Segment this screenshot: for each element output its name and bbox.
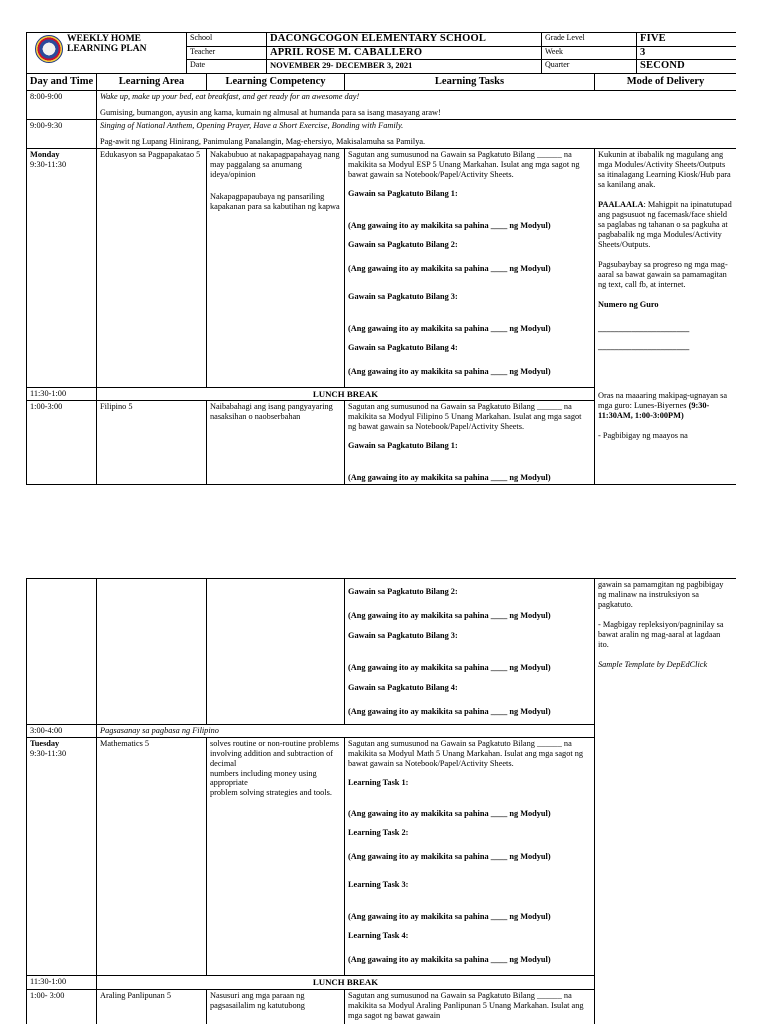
school-label: School [187,33,267,47]
school-value: DACONGCOGON ELEMENTARY SCHOOL [267,33,542,47]
col-learning-tasks: Learning Tasks [345,73,595,91]
template-credit: Sample Template by DepEdClick [598,659,708,669]
tuesday-area: Mathematics 5 [97,737,207,975]
ap-tasks: Sagutan ang sumusunod na Gawain sa Pagkatuto Bilang ______ na makikita sa Modyul Araling Panlipunan 5 Unang Markahan. Isulat ang mga sagot ng bawat gawain [345,989,595,1024]
routine-activity-2: Singing of National Anthem, Opening Prayer, Have a Short Exercise, Bonding with Family. Pag-awit ng Lupang Hinirang, Panimulang Panalangin, Mag-ehersiyo, Makisalamuha sa Pamilya. [97,120,737,149]
monday-area: Edukasyon sa Pagpapakatao 5 [97,149,207,387]
week-value: 3 [637,46,737,60]
grade-value: FIVE [637,33,737,47]
lunch-break-1: LUNCH BREAK [97,387,595,401]
filipino-tasks: Sagutan ang sumusunod na Gawain sa Pagkatuto Bilang ______ na makikita sa Modyul Filipino 5 Unang Markahan. Isulat ang mga sagot ng bawat gawain sa Notebook/Papel/Activity Sheets. Gawain sa Pagkatuto Bilang 1: (Ang gawaing ito ay makikita sa pahina ____ ng Modyul) [345,401,595,485]
ap-competency: Nasusuri ang mga paraan ng pagsasailalim ng katutubong [207,989,345,1024]
ap-area: Araling Panlipunan 5 [97,989,207,1024]
plan-table-continued [26,578,736,1024]
monday-tasks: Sagutan ang sumusunod na Gawain sa Pagkatuto Bilang ______ na makikita sa Modyul ESP 5 Unang Markahan. Isulat ang mga sagot ng bawat gawain sa Notebook/Papel/Activity Sheets. Gawain sa Pagkatuto Bilang 1: (Ang gawaing ito ay makikita sa pahina ____ ng Modyul) Gawain sa Pagkatuto Bilang 2: (Ang gawaing ito ay makikita sa pahina ____ ng Modyul) Gawain sa Pagkatuto Bilang 3: (Ang gawaing ito ay makikita sa pahina ____ ng Modyul) Gawain sa Pagkatuto Bilang 4: (Ang gawaing ito ay makikita sa pahina ____ ng Modyul) [345,149,595,387]
mode-of-delivery-cell: Kukunin at ibabalik ng magulang ang mga Modules/Activity Sheets/Outputs sa itinalagang Learning Kiosk/Hub para sa kanilang anak. PAALAALA: Mahigpit na ipinatutupad ang pagsusuot ng facemask/face shield sa paglabas ng tahanan o sa pagkuha at pagbabalik ng mga Modules/Activity Sheets/Outputs. Pagsubaybay sa progreso ng mga mag-aaral sa bawat gawain sa pamamagitan ng text, call fb, at internet. Numero ng Guro ______________________ ______________________ Oras na maaaring makipag-ugnayan sa mga guro: Lunes-Biyernes (9:30-11:30AM, 1:00-3:00PM) - Pagbibigay ng maayos na [595,149,737,485]
continued-time [27,579,97,725]
pagbasa-time: 3:00-4:00 [27,724,97,737]
week-label: Week [542,46,637,60]
lunch-time-2: 11:30-1:00 [27,976,97,990]
col-learning-competency: Learning Competency [207,73,345,91]
filipino-area: Filipino 5 [97,401,207,485]
tuesday-tasks: Sagutan ang sumusunod na Gawain sa Pagkatuto Bilang ______ na makikita sa Modyul Math 5 Unang Markahan. Isulat ang mga sagot ng bawat gawain sa Notebook/Papel/Activity Sheets. Learning Task 1: (Ang gawaing ito ay makikita sa pahina ____ ng Modyul) Learning Task 2: (Ang gawaing ito ay makikita sa pahina ____ ng Modyul) Learning Task 3: (Ang gawaing ito ay makikita sa pahina ____ ng Modyul) Learning Task 4: (Ang gawaing ito ay makikita sa pahina ____ ng Modyul) [345,737,595,975]
col-learning-area: Learning Area [97,73,207,91]
filipino-competency: Naibabahagi ang isang pangyayaring nasaksihan o naobserbahan [207,401,345,485]
deped-seal-icon [35,35,63,63]
quarter-label: Quarter [542,60,637,74]
col-day-time: Day and Time [27,73,97,91]
pagbasa-activity: Pagsasanay sa pagbasa ng Filipino [97,724,595,737]
document-page-1 [26,32,736,503]
date-value: NOVEMBER 29- DECEMBER 3, 2021 [267,60,542,74]
date-label: Date [187,60,267,74]
lunch-time-1: 11:30-1:00 [27,387,97,401]
tuesday-competency: solves routine or non-routine problems involving addition and subtraction of decimal numbers including money using appropriate problem solving strategies and tools. [207,737,345,975]
monday-competency: Nakabubuo at nakapagpapahayag nang may paggalang sa anumang ideya/opinion Nakapagpapaubaya ng pansariling kapakanan para sa kabutihan ng kapwa [207,149,345,387]
filipino-time: 1:00-3:00 [27,401,97,485]
continued-competency [207,579,345,725]
plan-table [26,73,736,485]
col-mode-of-delivery: Mode of Delivery [595,73,737,91]
teacher-label: Teacher [187,46,267,60]
ap-time: 1:00- 3:00 [27,989,97,1024]
tuesday-time: Tuesday 9:30-11:30 [27,737,97,975]
teacher-value: APRIL ROSE M. CABALLERO [267,46,542,60]
mode-of-delivery-continued: gawain sa pamamgitan ng pagbibigay ng malinaw na instruksiyon sa pagkatuto. - Magbigay repleksiyon/pagninilay sa bawat aralin ng mag-aaral at lagdaan ito. Sample Template by DepEdClick [595,579,737,1024]
routine-activity-1: Wake up, make up your bed, eat breakfast, and get ready for an awesome day! Gumising, bumangon, ayusin ang kama, kumain ng almusal at humanda para sa isang masayang araw! [97,91,737,120]
routine-time-1: 8:00-9:00 [27,91,97,120]
quarter-value: SECOND [637,60,737,74]
document-page-2 [26,578,736,1024]
lunch-break-2: LUNCH BREAK [97,976,595,990]
header-table [26,32,736,74]
grade-label: Grade Level [542,33,637,47]
plan-title: WEEKLY HOME LEARNING PLAN [67,34,147,54]
continued-area [97,579,207,725]
routine-time-2: 9:00-9:30 [27,120,97,149]
page-gap [0,503,768,578]
filipino-tasks-continued: Gawain sa Pagkatuto Bilang 2: (Ang gawaing ito ay makikita sa pahina ____ ng Modyul) Gawain sa Pagkatuto Bilang 3: (Ang gawaing ito ay makikita sa pahina ____ ng Modyul) Gawain sa Pagkatuto Bilang 4: (Ang gawaing ito ay makikita sa pahina ____ ng Modyul) [345,579,595,725]
plan-title-cell [27,33,187,74]
monday-time: Monday 9:30-11:30 [27,149,97,387]
